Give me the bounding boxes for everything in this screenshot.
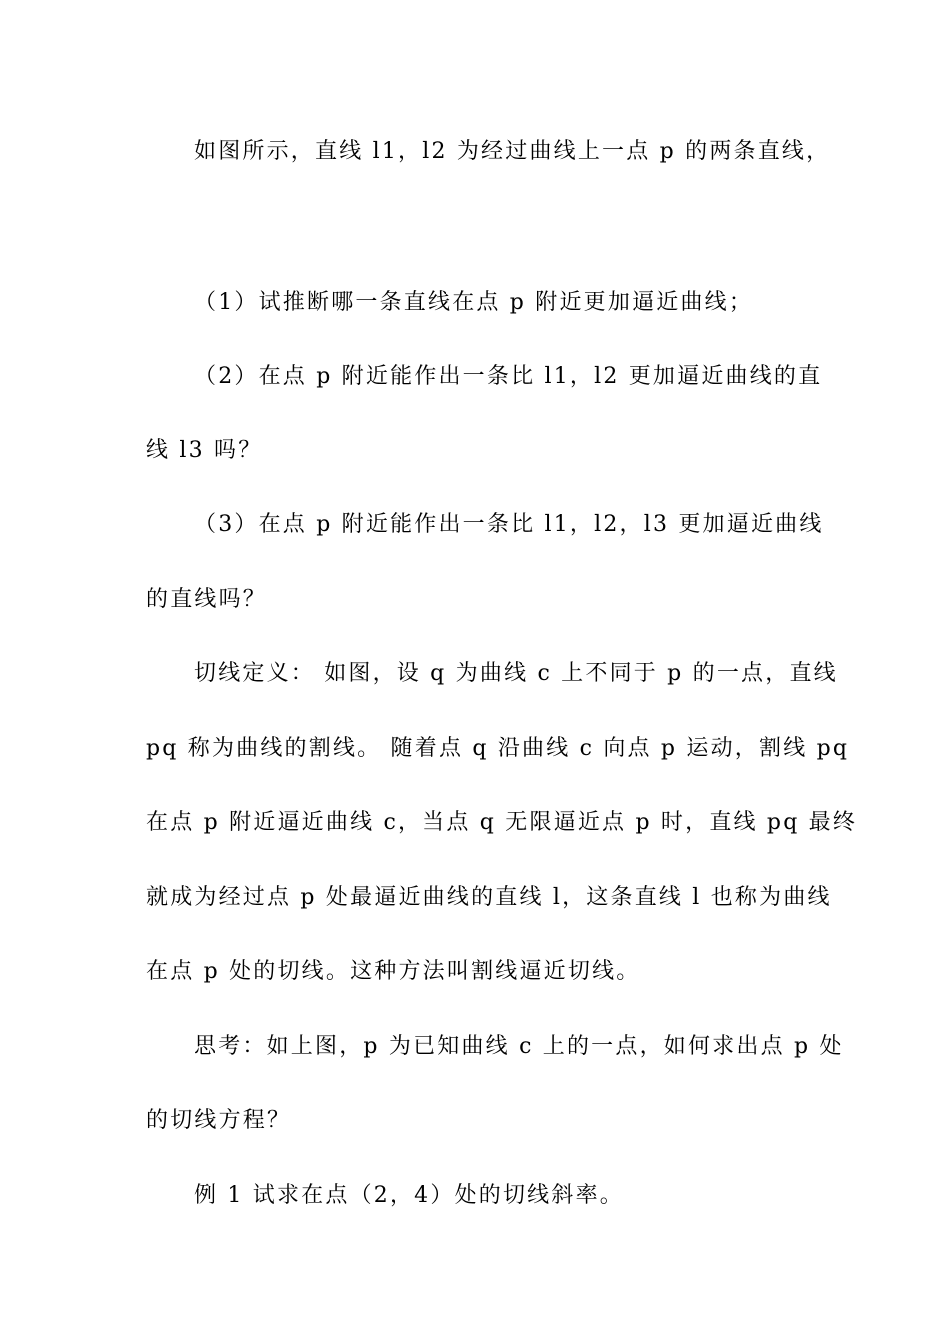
definition-line-1: 切线定义： 如图，设 q 为曲线 c 上不同于 p 的一点，直线: [194, 661, 838, 686]
definition-line-3: 在点 p 附近逼近曲线 c，当点 q 无限逼近点 p 时，直线 pq 最终: [146, 810, 858, 835]
thinking-line-1: 思考：如上图，p 为已知曲线 c 上的一点，如何求出点 p 处: [194, 1034, 844, 1059]
definition-line-5: 在点 p 处的切线。这种方法叫割线逼近切线。: [146, 959, 641, 984]
paragraph-intro: 如图所示，直线 l1，l2 为经过曲线上一点 p 的两条直线，: [194, 139, 831, 164]
definition-line-4: 就成为经过点 p 处最逼近曲线的直线 l，这条直线 l 也称为曲线: [146, 885, 832, 910]
definition-line-2: pq 称为曲线的割线。 随着点 q 沿曲线 c 向点 p 运动，割线 pq: [146, 736, 850, 761]
question-3-line-2: 的直线吗？: [146, 587, 268, 612]
question-3-line-1: （3）在点 p 附近能作出一条比 l1，l2，l3 更加逼近曲线: [194, 512, 824, 537]
question-1: （1）试推断哪一条直线在点 p 附近更加逼近曲线；: [194, 290, 754, 315]
question-2-line-2: 线 l3 吗？: [146, 438, 263, 463]
question-2-line-1: （2）在点 p 附近能作出一条比 l1，l2 更加逼近曲线的直: [194, 364, 823, 389]
example-1: 例 1 试求在点（2，4）处的切线斜率。: [194, 1183, 624, 1208]
thinking-line-2: 的切线方程？: [146, 1108, 292, 1133]
